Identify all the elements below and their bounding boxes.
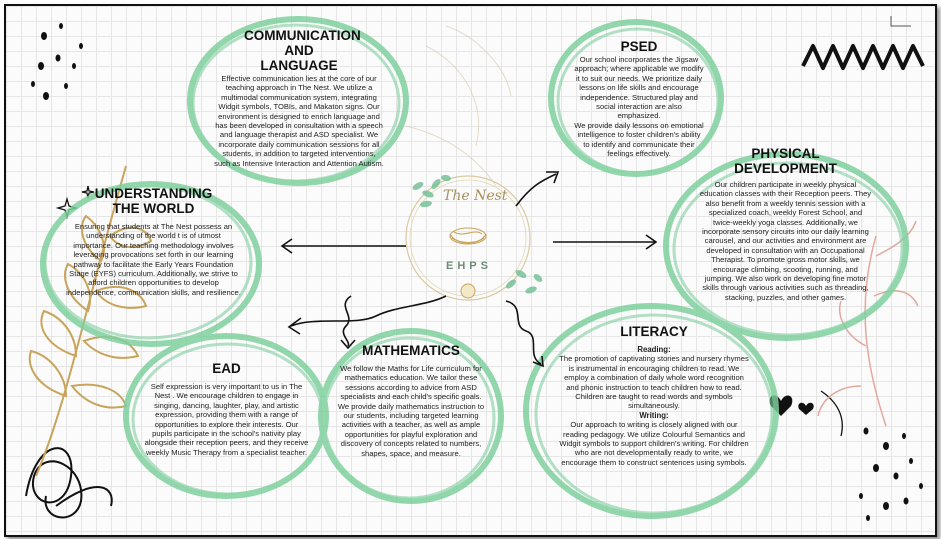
ead-body: Self expression is very important to us in The Nest . We encourage children to engage in singing, dancing, laughter, play, and artistic expression, providing them with a range of opportunities to explore their interests. Our pupils participate in the school's nativity play alongside their reception peers, and they receive weekly Music Therapy from a specialist teacher. <box>144 382 309 457</box>
maths-body: We follow the Maths for Life curriculum for mathematics education. We tailor these sessions according to advice from ASD specialists and each child's specific goals. We provide daily mathematics instruction to our students, including targeted learning activities with a teacher, as well as ample opportunities for playful exploration and discovery of concepts related to numbers, shapes, space, and measure. <box>337 364 485 458</box>
writing-text: Our approach to writing is closely aligned with our reading pedagogy. We utilize Colourful Semantics and Widgit symbols to support children's writing. For children who are not developmentally ready to write, we encourage them to construct sentences using symbols. <box>559 420 749 467</box>
ead-title: EAD <box>212 361 241 376</box>
reading-text: The promotion of captivating stories and nursery rhymes is instrumental in encouraging children to read. We employ a combination of daily whole word recognition and phonic instruction to teach children how to read. Children are taught to read words and symbols simultaneously. <box>559 354 749 411</box>
center-title: The Nest <box>443 188 508 204</box>
world-section <box>66 186 241 297</box>
swirl <box>26 448 112 517</box>
maths-section <box>336 343 486 458</box>
maths-title: MATHEMATICS <box>362 343 460 358</box>
psed-title: PSED <box>620 39 658 54</box>
world-body: Ensuring that students at The Nest possess an understanding of the world t is of utmost importance. Our teaching methodology involves leveraging provocations set forth in our learning pathway to facilitate the Early Years Foundation Stage (EYFS) curriculum. Additionally, we strive to afford children opportunities to develop independence, communication skills, and resilience. <box>66 222 241 297</box>
nest-icon <box>450 228 486 244</box>
ead-section <box>144 361 309 457</box>
center-school: EHPS <box>446 260 492 272</box>
literacy-body <box>559 345 749 467</box>
physical-title: PHYSICAL DEVELOPMENT <box>734 146 837 176</box>
communication-section <box>214 28 384 168</box>
communication-title: COMMUNICATION AND LANGUAGE <box>244 28 361 73</box>
world-title: UNDERSTANDING THE WORLD <box>94 186 213 216</box>
school-badge <box>461 284 475 298</box>
literacy-title: LITERACY <box>620 324 688 339</box>
zigzag <box>803 46 923 68</box>
psed-section <box>574 39 704 158</box>
dots-bottom-right <box>859 428 923 522</box>
writing-label: Writing: <box>639 410 669 420</box>
psed-body-1: Our school incorporates the Jigsaw approach; where applicable we modify it to suit our needs. We prioritize daily lessons on life skills and encourage independence. Structured play and social interaction are also emphasized. <box>574 55 704 121</box>
reading-label: Reading: <box>637 345 671 354</box>
literacy-section <box>559 324 749 467</box>
physical-section <box>698 146 873 302</box>
physical-body: Our children participate in weekly physical education classes with their Reception peers. They also benefit from a weekly tennis session with a specialized coach, weekly Forest School, and twice-weekly yoga classes. Additionally, we incorporate sensory circuits into our daily learning carousel, and our activities and environment are developed in consultation with an Occupational Therapist. To promote gross motor skills, we encourage climbing, scooting, running, and jumping. We also work on developing fine motor skills through various activities such as threading, stacking, puzzles, and other games. <box>699 180 872 302</box>
communication-body: Effective communication lies at the core of our teaching approach in The Nest. We utilize a multimodal communication system, integrating Widgit symbols, TOBIs, and Makaton signs. Our environment is designed to enrich language and has been developed in consultation with a speech and language therapist and ASD specialist. We incorporate daily communication sessions for all students, in addition to targeted interventions, such as Intensive Interaction and Attention Autism. <box>214 74 384 168</box>
dots-top-left <box>31 23 83 100</box>
psed-body-2: We provide daily lessons on emotional intelligence to foster children's ability to identify and communicate their feelings effectively. <box>574 120 704 159</box>
poster-frame <box>4 4 937 537</box>
